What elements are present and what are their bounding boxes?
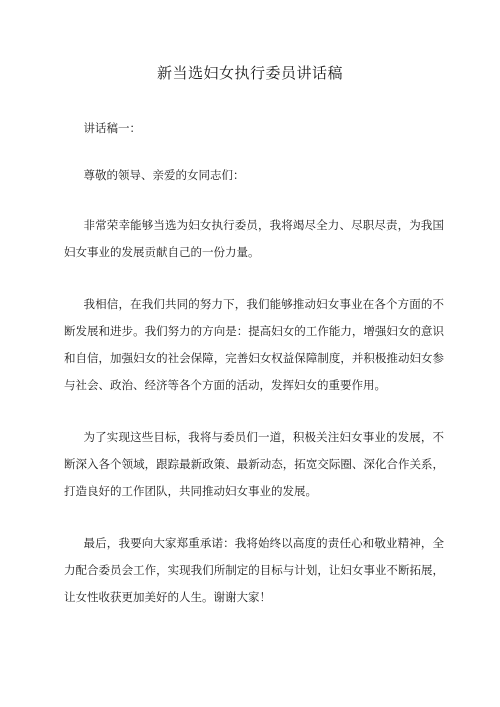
- paragraph-1: 非常荣幸能够当选为妇女执行委员，我将竭尽全力、尽职尽责，为我国妇女事业的发展贡献自己的一份力量。: [64, 218, 444, 259]
- greeting-line: 尊敬的领导、亲爱的女同志们：: [83, 168, 245, 182]
- paragraph-2: 我相信，在我们共同的努力下，我们能够推动妇女事业在各个方面的不断发展和进步。我们努力的方向是：提高妇女的工作能力，增强妇女的意识和自信，加强妇女的社会保障，完善妇女权益保障制度，并积极推动妇女参与社会、政治、经济等各个方面的活动，发挥妇女的重要作用。: [64, 297, 444, 392]
- document-title: 新当选妇女执行委员讲话稿: [156, 64, 343, 82]
- paragraph-3: 为了实现这些目标，我将与委员们一道，积极关注妇女事业的发展，不断深入各个领域，跟踪最新政策、最新动态，拓宽交际圈、深化合作关系，打造良好的工作团队，共同推动妇女事业的发展。: [64, 430, 444, 498]
- speech-heading: 讲话稿一：: [83, 121, 142, 135]
- paragraph-4: 最后，我要向大家郑重承诺：我将始终以高度的责任心和敬业精神，全力配合委员会工作，实现我们所制定的目标与计划，让妇女事业不断拓展，让女性收获更加美好的人生。谢谢大家！: [64, 536, 444, 604]
